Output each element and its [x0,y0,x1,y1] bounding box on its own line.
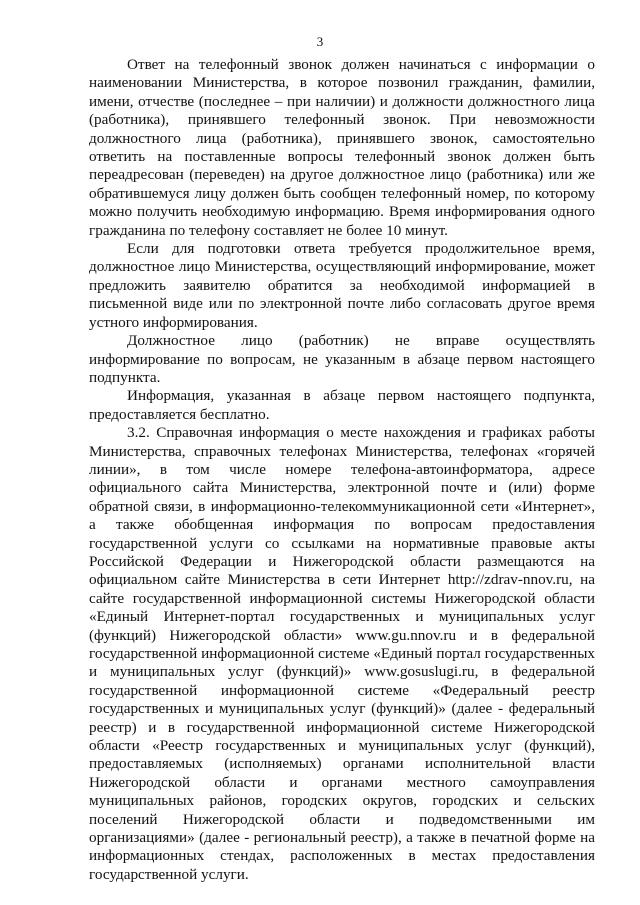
paragraph-free-of-charge: Информация, указанная в абзаце первом настоящего подпункта, предоставляется бесплатно. [89,387,595,423]
page-number: 3 [316,34,324,49]
paragraph-long-preparation: Если для подготовки ответа требуется продолжительное время, должностное лицо Министерства, осуществляющий информирование, может предложить заявителю обратится за необходимой информацией в письменной виде или по электронной почте либо согласовать другое время устного информирования. [89,240,595,331]
document-body [89,56,595,884]
paragraph-section-3-2: 3.2. Справочная информация о месте нахождения и графиках работы Министерства, справочных телефонах Министерства, телефонах «горячей линии», в том числе номере телефона-автоинформатора, адресе официального сайта Министерства, электронной почте и (или) форме обратной связи, в информационно-телекоммуникационной сети «Интернет», а также обобщенная информация по вопросам предоставления государственной услуги со ссылками на нормативные правовые акты Российской Федерации и Нижегородской области размещаются на официальном сайте Министерства в сети Интернет http://zdrav-nnov.ru, на сайте государственной информационной системы Нижегородской области «Единый Интернет-портал государственных и муниципальных услуг (функций) Нижегородской области» www.gu.nnov.ru и в федеральной государственной информационной системе «Единый портал государственных и муниципальных услуг (функций)» www.gosuslugi.ru, в федеральной государственной информационной системе «Федеральный реестр государственных и муниципальных услуг (функций)» (далее - федеральный реестр) и в государственной информационной системе Нижегородской области «Реестр государственных и муниципальных услуг (функций), предоставляемых (исполняемых) органами исполнительной власти Нижегородской области и органами местного самоуправления муниципальных районов, городских округов, городских и сельских поселений Нижегородской области и подведомственными им организациями» (далее - региональный реестр), а также в печатной форме на информационных стендах, расположенных в местах предоставления государственной услуги. [89,424,595,883]
paragraph-not-entitled: Должностное лицо (работник) не вправе осуществлять информирование по вопросам, не указанным в абзаце первом настоящего подпункта. [89,332,595,386]
paragraph-phone-answer: Ответ на телефонный звонок должен начинаться с информации о наименовании Министерства, в которое позвонил гражданин, фамилии, имени, отчестве (последнее – при наличии) и должности должностного лица (работника), принявшего телефонный звонок. При невозможности должностного лица (работника), принявшего звонок, самостоятельно ответить на поставленные вопросы телефонный звонок должен быть переадресован (переведен) на другое должностное лицо (работника) или же обратившемуся лицу должен быть сообщен телефонный номер, по которому можно получить необходимую информацию. Время информирования одного гражданина по телефону составляет не более 10 минут. [89,56,595,239]
